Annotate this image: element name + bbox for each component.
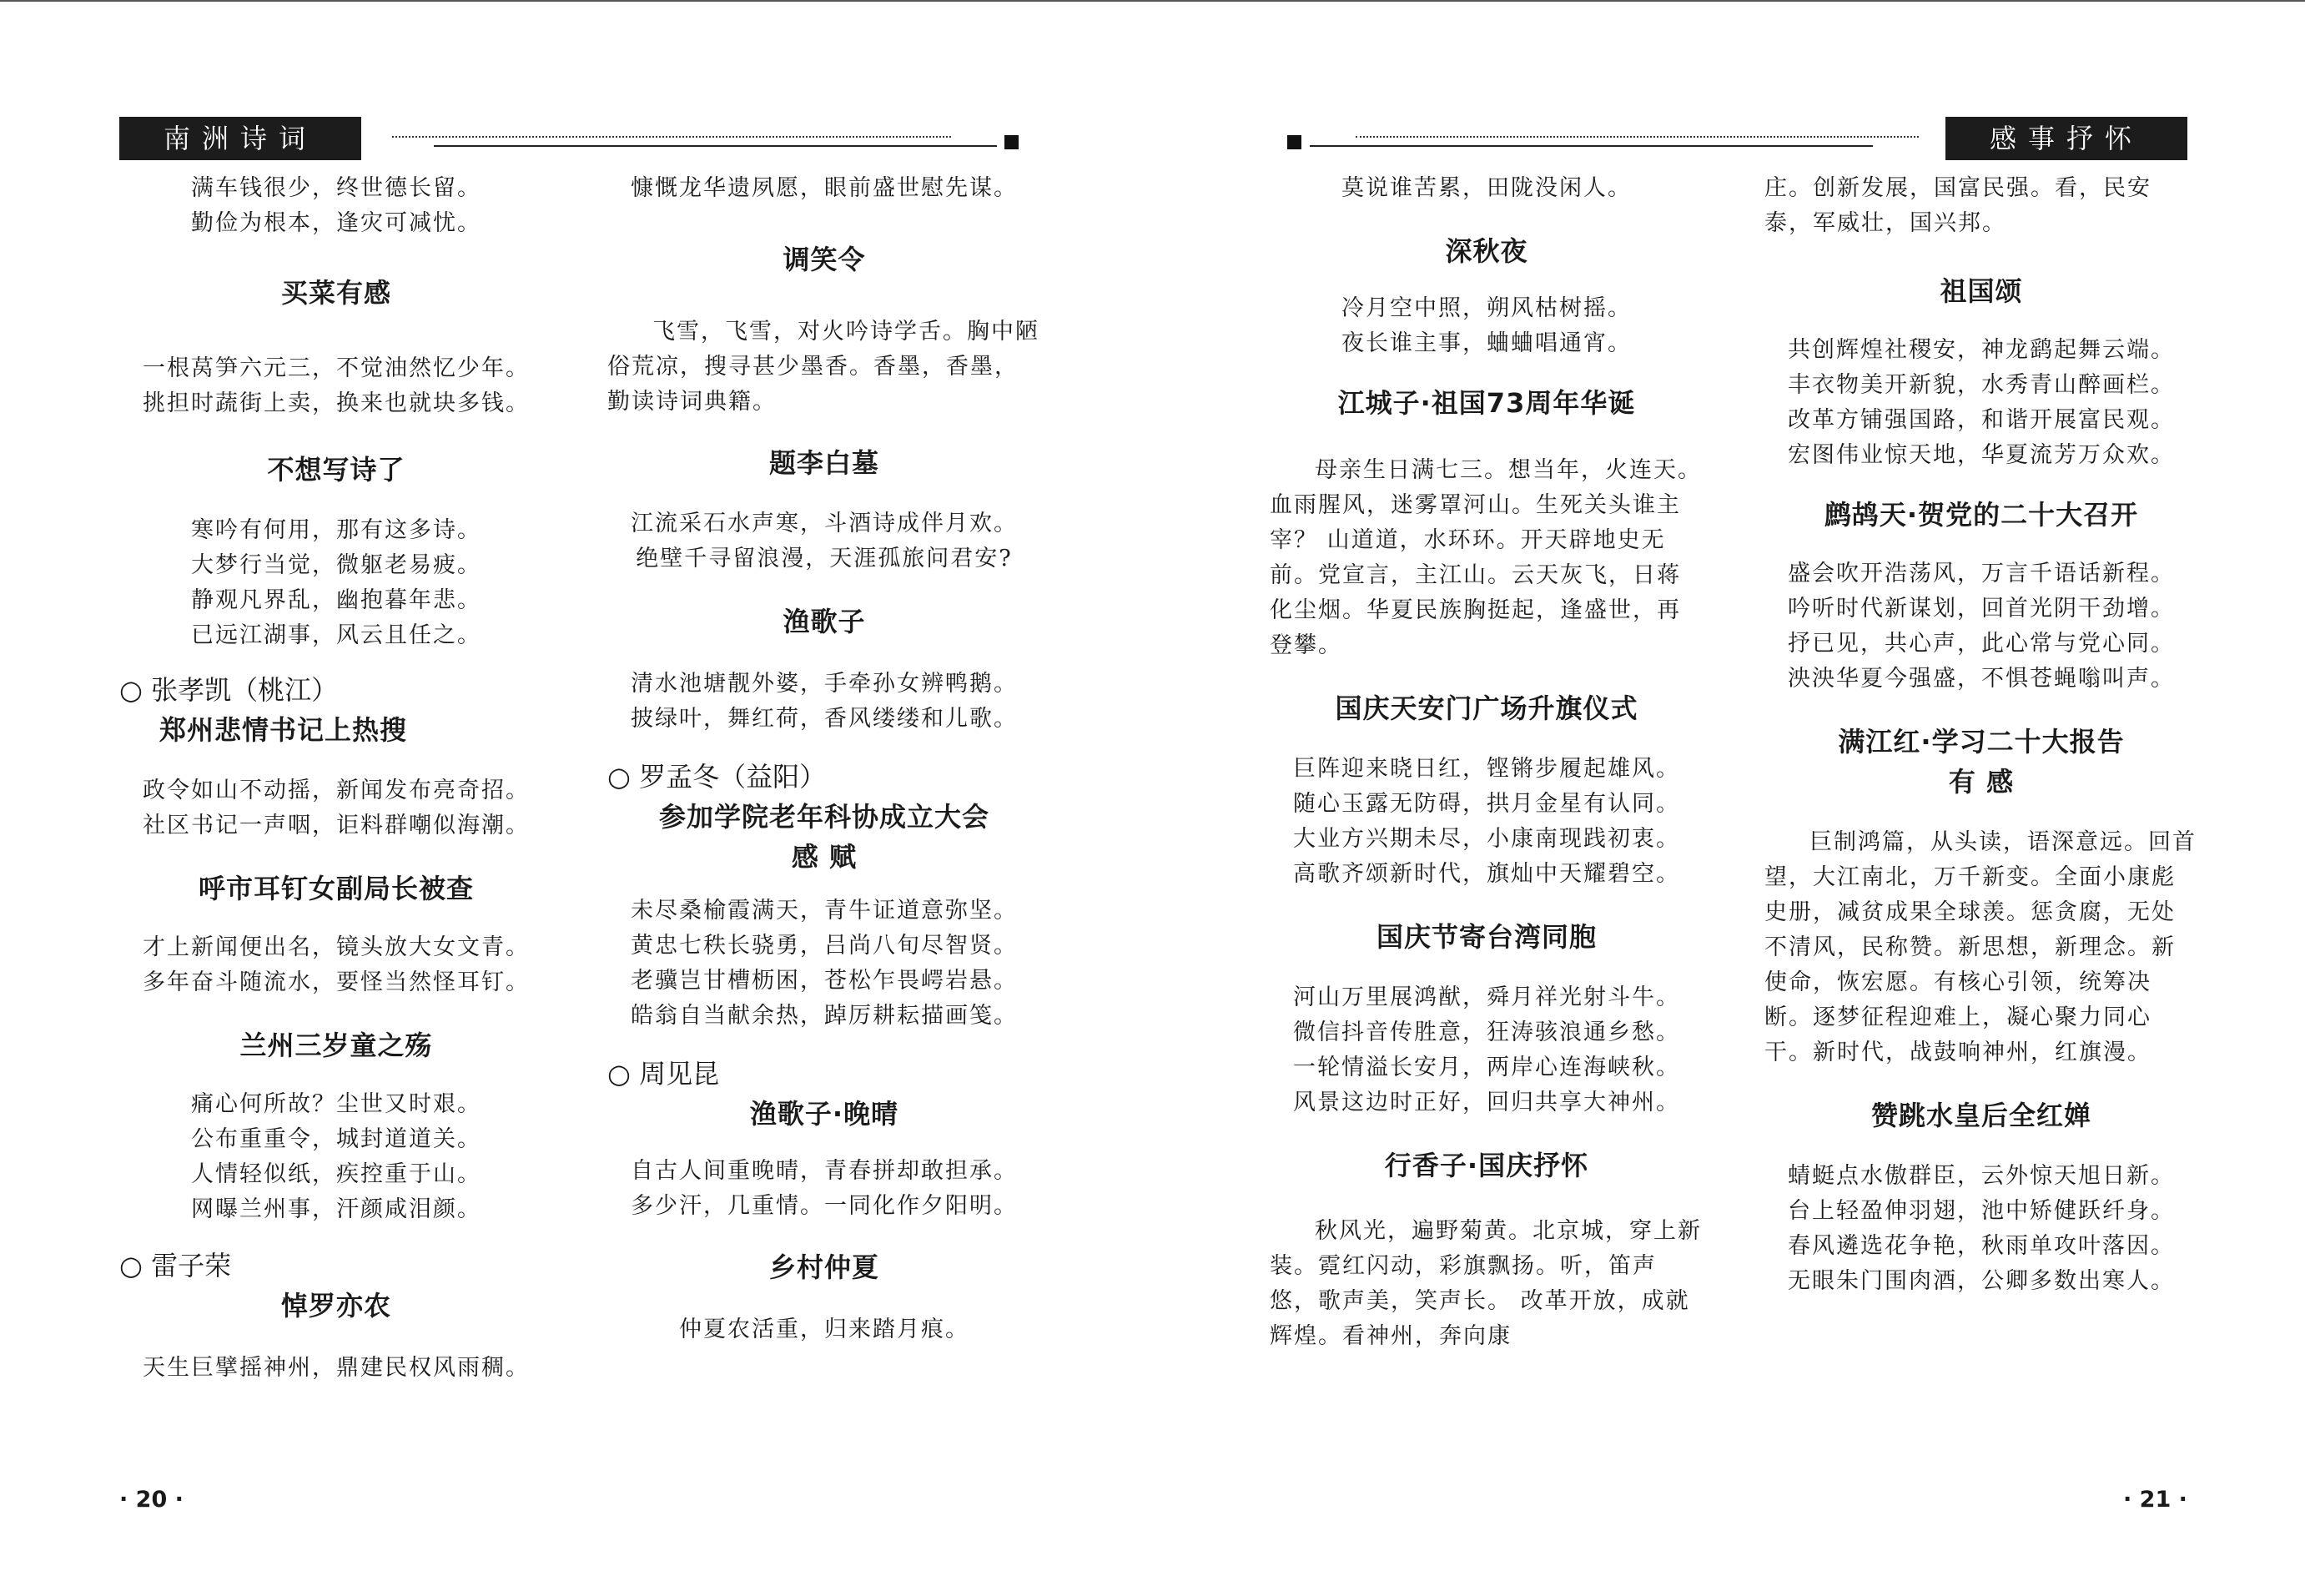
poem-line: 丰衣物美开新貌，水秀青山醉画栏。	[1788, 372, 2175, 398]
poem-text: 母亲生日满七三。想当年，火连天。血雨腥风，迷雾罩河山。生死关头谁主宰？ 山道道，水环环。开天辟地史无前。党宣言，主江山。云天灰飞，日蒋化尘烟。华夏民族胸挺起，逢盛世，再登攀。	[1270, 457, 1702, 658]
poem-line: 未尽桑榆霞满天，青牛证道意弥坚。	[631, 898, 1018, 924]
poem-line: 抒已见，共心声，此心常与党心同。	[1788, 631, 2175, 657]
poem-lines	[119, 351, 553, 421]
poem-line: 勤俭为根本，逢灾可减忧。	[191, 210, 481, 236]
column-1	[119, 171, 553, 1386]
poem-text: 秋风光，遍野菊黄。北京城，穿上新装。霓红闪动，彩旗飘扬。听，笛声悠，歌声美，笑声长。 改革开放，成就辉煌。看神州，奔向康	[1270, 1218, 1702, 1349]
poem-line: 庄。创新发展，国富民强。看，民安	[1764, 175, 2152, 201]
poem-lines	[119, 930, 553, 1000]
right-header-solid-rule	[1310, 145, 1873, 147]
poem-title: 乡村仲夏	[768, 1251, 879, 1283]
poem-title: 渔歌子·晚晴	[749, 1098, 899, 1130]
poem-title: 郑州悲情书记上热搜	[159, 714, 408, 746]
poem-title: 行香子·国庆抒怀	[1384, 1150, 1589, 1181]
author-name: ○ 雷子荣	[119, 1250, 232, 1281]
poem-title: 题李白墓	[768, 447, 879, 479]
poem-title: 深秋夜	[1445, 235, 1528, 267]
right-header-square	[1287, 135, 1301, 149]
poem-title: 悼罗亦农	[280, 1290, 391, 1322]
poem-lines	[607, 506, 1041, 576]
poem-line: 公布重重令，城封道道关。	[191, 1126, 481, 1152]
poem-prose	[1270, 453, 1704, 663]
poem-lines	[607, 894, 1041, 1034]
poem-line: 清水池塘靓外婆，手牵孙女辨鸭鹅。	[631, 671, 1018, 697]
poem-lines	[607, 667, 1041, 737]
poem-line: 一根莴笋六元三，不觉油然忆少年。	[143, 355, 530, 381]
poem-line: 高歌齐颂新时代，旗灿中天耀碧空。	[1293, 861, 1680, 887]
poem-line: 静观凡界乱，幽抱暮年悲。	[191, 587, 481, 613]
poem-lines	[119, 773, 553, 843]
poem-line: 大梦行当觉，微躯老易疲。	[191, 552, 481, 578]
poem-line: 老骥岂甘槽枥困，苍松乍畏崿岩悬。	[631, 968, 1018, 994]
poem-lines	[1270, 171, 1704, 206]
poem-lines	[1270, 291, 1704, 361]
poem-line: 蜻蜓点水傲群臣，云外惊天旭日新。	[1788, 1163, 2175, 1189]
page-number-right: · 21 ·	[2123, 1487, 2187, 1513]
poem-lines	[1270, 752, 1704, 892]
poem-lines	[1764, 171, 2198, 241]
poem-line: 皓翁自当献余热，踔厉耕耘描画笺。	[631, 1003, 1018, 1029]
poem-title: 调笑令	[783, 244, 866, 275]
poem-title: 祖国颂	[1940, 275, 2023, 307]
poem-line: 大业方兴期未尽，小康南现践初衷。	[1293, 826, 1680, 852]
poem-line: 莫说谁苦累，田陇没闲人。	[1341, 175, 1632, 201]
poem-line: 盛会吹开浩荡风，万言千语话新程。	[1788, 561, 2175, 587]
poem-line: 天生巨擘摇神州，鼎建民权风雨稠。	[143, 1355, 530, 1381]
poem-line: 多年奋斗随流水，要怪当然怪耳钉。	[143, 969, 530, 995]
poem-line: 多少汗，几重情。一同化作夕阳明。	[631, 1193, 1018, 1219]
poem-line: 春风遴选花争艳，秋雨单攻叶落因。	[1788, 1233, 2175, 1259]
poem-title: 买菜有感	[280, 277, 391, 309]
poem-line: 绝壁千寻留浪漫，天涯孤旅问君安?	[636, 546, 1013, 571]
poem-title: 江城子·祖国73周年华诞	[1337, 387, 1636, 419]
poem-lines	[119, 1351, 553, 1386]
poem-lines	[607, 1154, 1041, 1224]
poem-line: 自古人间重晚晴，青春拼却敢担承。	[631, 1158, 1018, 1184]
poem-lines	[119, 513, 553, 653]
poem-text: 巨制鸿篇，从头读，语深意远。回首望，大江南北，万千新变。全面小康彪史册，减贫成果全球羡。惩贪腐，无处不清风，民称赞。新思想，新理念。新使命，恢宏愿。有核心引领，统筹决断。逐梦征程迎难上，凝心聚力同心干。新时代，战鼓响神州，红旗漫。	[1764, 829, 2197, 1065]
poem-lines	[119, 1087, 553, 1227]
poem-line: 台上轻盈伸羽翅，池中矫健跃纤身。	[1788, 1198, 2175, 1224]
poem-line: 已远江湖事，风云且任之。	[191, 622, 481, 648]
poem-text: 飞雪，飞雪，对火吟诗学舌。胸中陋俗荒凉，搜寻甚少墨香。香墨，香墨，勤读诗词典籍。	[607, 319, 1039, 415]
column-3	[1270, 171, 1704, 1354]
poem-line: 泰，军威壮，国兴邦。	[1764, 210, 2006, 236]
column-2	[607, 171, 1041, 1347]
column-4	[1764, 171, 2198, 1299]
poem-line: 黄忠七秩长骁勇，吕尚八旬尽智贤。	[631, 933, 1018, 959]
poem-line: 冷月空中照，朔风枯树摇。	[1341, 295, 1632, 321]
poem-title: 国庆天安门广场升旗仪式	[1335, 692, 1638, 724]
author-name: ○ 张孝凯（桃江）	[119, 674, 339, 706]
poem-line: 泱泱华夏今强盛，不惧苍蝇嗡叫声。	[1788, 666, 2175, 692]
right-header-dotted-rule	[1356, 136, 1919, 138]
poem-line: 慷慨龙华遗夙愿，眼前盛世慰先谋。	[631, 175, 1018, 201]
poem-line: 无眼朱门围肉酒，公卿多数出寒人。	[1788, 1268, 2175, 1294]
page-number-left: · 20 ·	[119, 1487, 184, 1513]
poem-line: 江流采石水声寒，斗酒诗成伴月欢。	[631, 511, 1018, 536]
poem-line: 才上新闻便出名，镜头放大女文青。	[143, 934, 530, 960]
left-section-title: 南洲诗词	[119, 117, 361, 160]
poem-line: 一轮情溢长安月，两岸心连海峡秋。	[1293, 1055, 1680, 1080]
poem-line: 人情轻似纸，疾控重于山。	[191, 1161, 481, 1187]
poem-line: 满车钱很少，终世德长留。	[191, 175, 481, 201]
poem-title: 鹧鸪天·贺党的二十大召开	[1824, 499, 2139, 531]
poem-lines	[1764, 1159, 2198, 1299]
poem-title: 兰州三岁童之殇	[239, 1030, 433, 1061]
poem-lines	[1764, 556, 2198, 697]
poem-title: 满江红·学习二十大报告	[1838, 726, 2125, 758]
poem-line: 网曝兰州事，汗颜咸泪颜。	[191, 1196, 481, 1222]
poem-subtitle: 感 赋	[791, 841, 858, 873]
top-border	[0, 0, 2305, 2]
poem-lines	[607, 1312, 1041, 1347]
poem-prose	[1270, 1214, 1704, 1354]
poem-line: 随心玉露无防碍，拱月金星有认同。	[1293, 791, 1680, 817]
poem-line: 社区书记一声咽，讵料群嘲似海潮。	[143, 813, 530, 838]
poem-line: 寒吟有何用，那有这多诗。	[191, 517, 481, 543]
poem-subtitle: 有 感	[1948, 766, 2015, 798]
poem-prose	[1764, 825, 2198, 1070]
poem-prose	[607, 315, 1041, 420]
poem-lines	[119, 171, 553, 241]
poem-line: 巨阵迎来晓日红，铿锵步履起雄风。	[1293, 756, 1680, 782]
poem-line: 披绿叶，舞红荷，香风缕缕和儿歌。	[631, 706, 1018, 732]
poem-title: 国庆节寄台湾同胞	[1376, 921, 1597, 953]
poem-title: 渔歌子	[783, 606, 866, 637]
left-header-square	[1004, 135, 1019, 149]
poem-line: 仲夏农活重，归来踏月痕。	[679, 1317, 969, 1342]
poem-title: 赞跳水皇后全红婵	[1870, 1100, 2091, 1131]
poem-lines	[607, 171, 1041, 206]
left-header-dotted-rule	[392, 136, 951, 138]
poem-title: 呼市耳钉女副局长被查	[198, 873, 474, 904]
poem-line: 河山万里展鸿猷，舜月祥光射斗牛。	[1293, 984, 1680, 1010]
poem-line: 改革方铺强国路，和谐开展富民观。	[1788, 407, 2175, 433]
left-header-solid-rule	[434, 145, 997, 147]
poem-line: 微信抖音传胜意，狂涛骇浪通乡愁。	[1293, 1020, 1680, 1045]
poem-line: 吟听时代新谋划，回首光阴干劲增。	[1788, 596, 2175, 622]
right-section-title: 感事抒怀	[1945, 117, 2187, 160]
poem-title: 参加学院老年科协成立大会	[658, 801, 989, 833]
poem-line: 政令如山不动摇，新闻发布亮奇招。	[143, 778, 530, 803]
poem-line: 挑担时蔬街上卖，换来也就块多钱。	[143, 390, 530, 416]
poem-lines	[1764, 333, 2198, 473]
author-name: ○ 罗孟冬（益阳）	[607, 761, 827, 793]
author-name: ○ 周见昆	[607, 1058, 720, 1090]
poem-title: 不想写诗了	[267, 454, 405, 486]
poem-lines	[1270, 980, 1704, 1120]
poem-line: 共创辉煌社稷安，神龙鹞起舞云端。	[1788, 337, 2175, 363]
poem-line: 夜长谁主事，蛐蛐唱通宵。	[1341, 330, 1632, 356]
poem-line: 痛心何所故？尘世又时艰。	[191, 1091, 481, 1117]
poem-line: 风景这边时正好，回归共享大神州。	[1293, 1090, 1680, 1115]
poem-line: 宏图伟业惊天地，华夏流芳万众欢。	[1788, 442, 2175, 468]
